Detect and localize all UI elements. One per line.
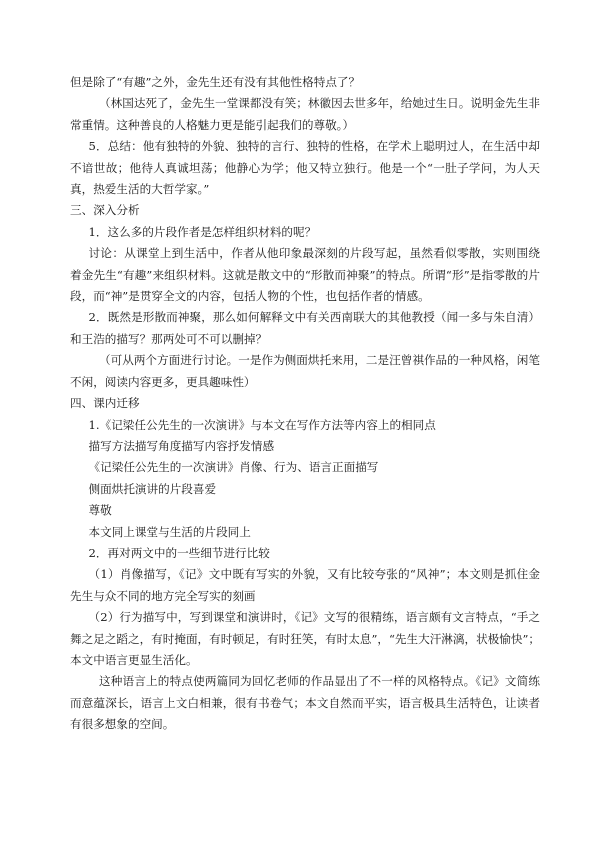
paragraph: 这种语言上的特点使两篇同为回忆老师的作品显出了不一样的风格特点。《记》文简练而意蕴深长，语言上文白相兼，很有书卷气；本文自然而平实，语言极具生活特色，让读者有很多想象的空间。 — [70, 674, 540, 732]
paragraph: （2）行为描写中，写到课堂和演讲时，《记》文写的很精练，语言颇有文言特点，“手之舞之足之蹈之，有时掩面，有时顿足，有时狂笑，有时太息”，“先生大汗淋漓，状极愉快”；本文中语言更显生活化。 — [70, 610, 540, 667]
section-heading: 四、课内迁移 — [70, 396, 140, 411]
document-body — [70, 72, 540, 736]
table-text-row: 侧面烘托演讲的片段喜爱 — [88, 481, 217, 496]
question-paragraph: 2．既然是形散而神聚，那么如何解释文中有关西南联大的其他教授（闻一多与朱自清）和王浩的描写？那两处可不可以删掉？ — [70, 310, 540, 346]
discussion-paragraph: 讨论：从课堂上到生活中，作者从他印象最深刻的片段写起，虽然看似零散，实则围绕着金先生“有趣”来组织材料。这就是散文中的“形散而神聚”的特点。所谓“形”是指零散的片段，而“神”是贯穿全文的内容，包括人物的个性，也包括作者的情感。 — [70, 246, 540, 304]
paragraph: （林国达死了，金先生一堂课都没有笑；林徽因去世多年，给她过生日。说明金先生非常重情。这种善良的人格魅力更是能引起我们的尊敬。） — [70, 96, 540, 132]
paragraph: （1）肖像描写，《记》文中既有写实的外貌，又有比较夸张的“风神”；本文则是抓住金先生与众不同的地方完全写实的刻画 — [70, 567, 540, 603]
paragraph: 2．再对两文中的一些细节进行比较 — [88, 545, 270, 560]
table-text-row: 尊敬 — [88, 503, 112, 518]
summary-paragraph: 5．总结：他有独特的外貌、独特的言行、独特的性格，在学术上聪明过人，在生活中却不谙世故；他待人真诚坦荡；他静心为学；他又特立独行。他是一个“一肚子学问，为人天真，热爱生活的大哲学家。” — [70, 139, 540, 197]
question-paragraph: 1．这么多的片段作者是怎样组织材料的呢？ — [88, 224, 317, 239]
table-text-row: 《记梁任公先生的一次演讲》肖像、行为、语言正面描写 — [88, 460, 379, 475]
table-text-row: 描写方法描写角度描写内容抒发情感 — [88, 438, 275, 453]
paragraph: 1.《记梁任公先生的一次演讲》与本文在写作方法等内容上的相同点 — [88, 417, 436, 432]
section-heading: 三、深入分析 — [70, 203, 140, 218]
table-text-row: 本文同上课堂与生活的片段同上 — [88, 524, 251, 539]
paragraph: 但是除了“有趣”之外，金先生还有没有其他性格特点了？ — [70, 75, 361, 89]
paragraph: （可从两个方面进行讨论。一是作为侧面烘托来用，二是汪曾祺作品的一种风格，闲笔不闲，阅读内容更多，更具趣味性） — [70, 353, 540, 389]
